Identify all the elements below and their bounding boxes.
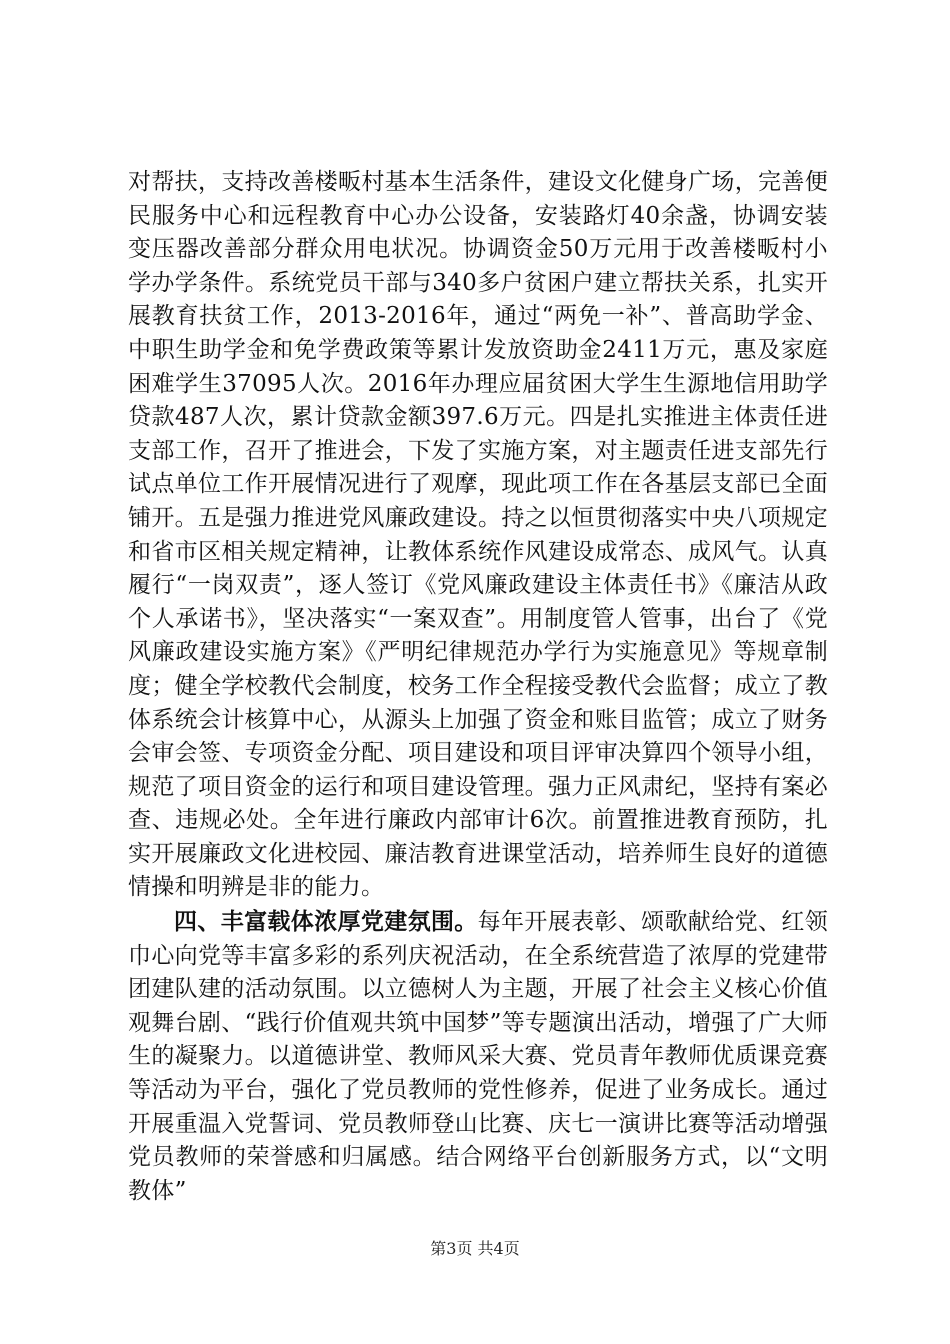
paragraph-section-4 (128, 905, 828, 1208)
page-footer (0, 1236, 950, 1259)
section-4-heading: 四、丰富载体浓厚党建氛围。 (174, 908, 478, 936)
paragraph-1-text: 对帮扶，支持改善楼畈村基本生活条件，建设文化健身广场，完善便民服务中心和远程教育中心办公设备，安装路灯40余盏，协调安装变压器改善部分群众用电状况。协调资金50万元用于改善楼畈村小学办学条件。系统党员干部与340多户贫困户建立帮扶关系，扎实开展教育扶贫工作，2013-2016年，通过“两免一补”、普高助学金、中职生助学金和免学费政策等累计发放资助金2411万元，惠及家庭困难学生37095人次。2016年办理应届贫困大学生生源地信用助学贷款487人次，累计贷款金额397.6万元。四是扎实推进主体责任进支部工作，召开了推进会，下发了实施方案，对主题责任进支部先行试点单位工作开展情况进行了观摩，现此项工作在各基层支部已全面铺开。五是强力推进党风廉政建设。持之以恒贯彻落实中央八项规定和省市区相关规定精神，让教体系统作风建设成常态、成风气。认真履行“一岗双责”，逐人签订《党风廉政建设主体责任书》《廉洁从政个人承诺书》，坚决落实“一案双查”。用制度管人管事，出台了《党风廉政建设实施方案》《严明纪律规范办学行为实施意见》等规章制度；健全学校教代会制度，校务工作全程接受教代会监督；成立了教体系统会计核算中心，从源头上加强了资金和账目监管；成立了财务会审会签、专项资金分配、项目建设和项目评审决算四个领导小组，规范了项目资金的运行和项目建设管理。强力正风肃纪，坚持有案必查、违规必处。全年进行廉政内部审计6次。前置推进教育预防，扎实开展廉政文化进校园、廉洁教育进课堂活动，培养师生良好的道德情操和明辨是非的能力。 (128, 169, 828, 901)
page-number-label: 第3页 共4页 (430, 1239, 520, 1258)
paragraph-continued (128, 166, 828, 905)
document-body (128, 166, 828, 1208)
section-4-body: 每年开展表彰、颂歌献给党、红领巾心向党等丰富多彩的系列庆祝活动，在全系统营造了浓厚的党建带团建队建的活动氛围。以立德树人为主题，开展了社会主义核心价值观舞台剧、“践行价值观共筑中国梦”等专题演出活动，增强了广大师生的凝聚力。以道德讲堂、教师风采大赛、党员青年教师优质课竞赛等活动为平台，强化了党员教师的党性修养，促进了业务成长。通过开展重温入党誓词、党员教师登山比赛、庆七一演讲比赛等活动增强党员教师的荣誉感和归属感。结合网络平台创新服务方式，以“文明教体” (128, 909, 828, 1204)
